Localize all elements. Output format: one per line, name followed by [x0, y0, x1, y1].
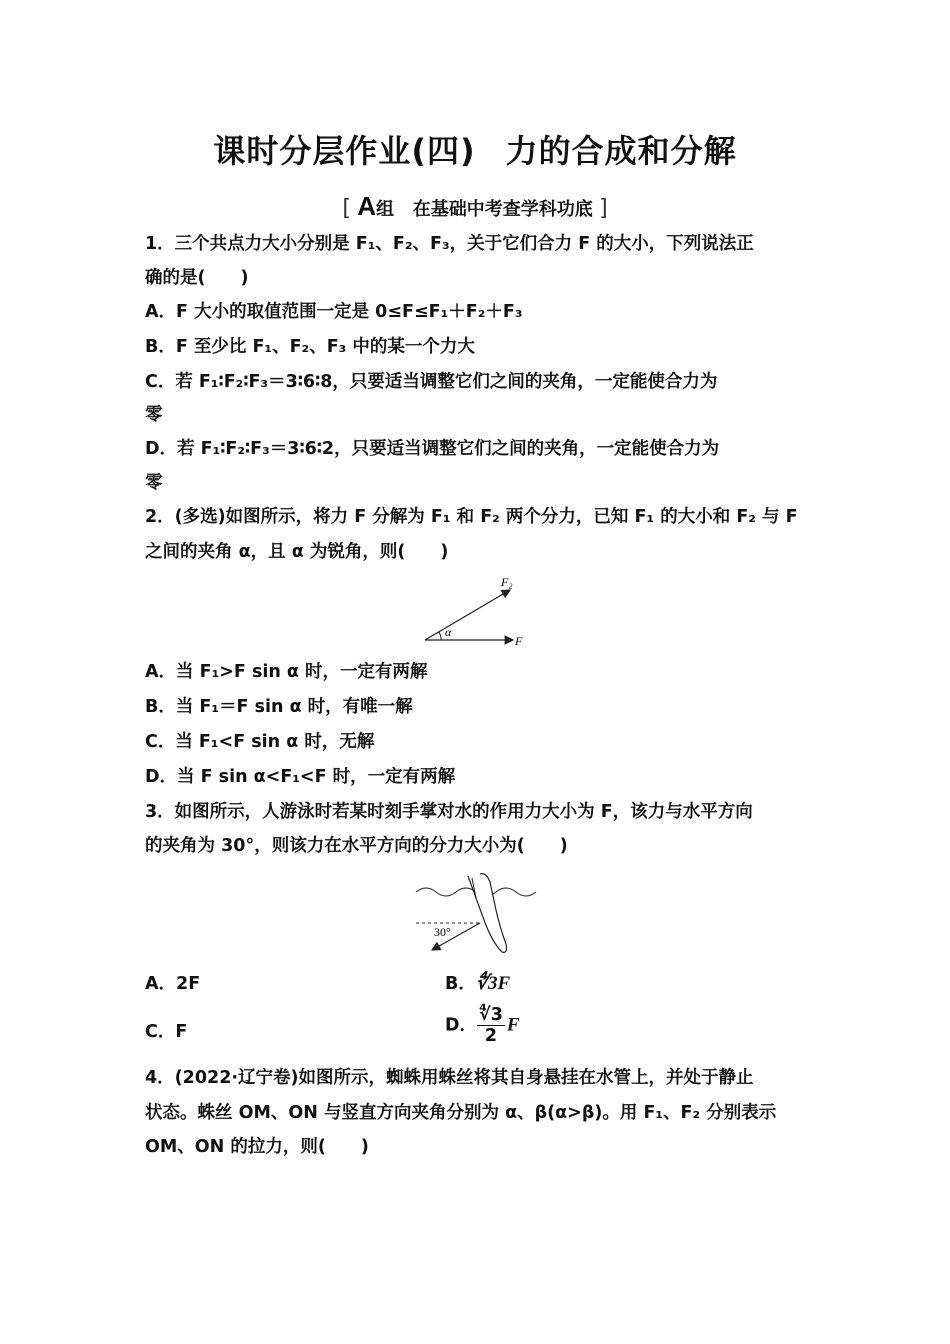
group-text: 在基础中考查学科功底 [412, 199, 593, 220]
bracket-open: [ [342, 196, 351, 221]
fraction-numerator: ∜3 [479, 1005, 503, 1025]
bracket-close: ] [599, 196, 608, 221]
q1-option-c-line2: 零 [145, 405, 163, 425]
fraction-denominator: 2 [484, 1026, 498, 1046]
q4-stem-line2: 状态。蛛丝 OM、ON 与竖直方向夹角分别为 α、β(α>β)。用 F₁、F₂ 分别表示 [145, 1103, 777, 1123]
q1-option-d-line1: D．若 F₁∶F₂∶F₃＝3∶6∶2，只要适当调整它们之间的夹角，一定能使合力为 [145, 439, 720, 459]
q3-stem-line1: 3．如图所示，人游泳时若某时刻手掌对水的作用力大小为 F，该力与水平方向 [145, 802, 753, 822]
q2-option-b: B．当 F₁＝F sin α 时，有唯一解 [145, 697, 413, 717]
q1-option-d-line2: 零 [145, 473, 163, 493]
option-b-value: ∜3F [475, 973, 511, 994]
group-label: 组 [375, 199, 394, 220]
q3-option-d [445, 1005, 520, 1046]
q1-option-a: A．F 大小的取值范围一定是 0≤F≤F₁＋F₂＋F₃ [145, 302, 523, 322]
q4-stem-line1: 4．(2022·辽宁卷)如图所示，蜘蛛用蛛丝将其自身悬挂在水管上，并处于静止 [145, 1068, 754, 1088]
q3-stem-line2: 的夹角为 30°，则该力在水平方向的分力大小为( ) [145, 836, 568, 856]
title-sub: 力的合成和分解 [505, 132, 737, 170]
option-d-tail: F [506, 1014, 520, 1036]
option-d-label: D． [445, 1015, 478, 1036]
q2-option-c: C．当 F₁<F sin α 时，无解 [145, 732, 375, 752]
label-f2: F₂ [501, 575, 513, 589]
option-d-fraction [477, 1005, 505, 1046]
q3-option-c: C．F [145, 1022, 188, 1042]
q2-option-a: A．当 F₁>F sin α 时，一定有两解 [145, 662, 428, 682]
label-alpha: α [445, 625, 452, 639]
q3-swimmer-hand-diagram [412, 870, 542, 960]
title-main: 课时分层作业(四) [213, 132, 476, 170]
group-letter: A [357, 191, 376, 221]
q1-option-c-line1: C．若 F₁∶F₂∶F₃＝3∶6∶8，只要适当调整它们之间的夹角，一定能使合力为 [145, 372, 718, 392]
q4-stem-line3: OM、ON 的拉力，则( ) [145, 1137, 369, 1157]
group-heading [0, 191, 950, 222]
page-title [0, 126, 950, 172]
q3-option-a: A．2F [145, 974, 201, 994]
angle-arc [439, 632, 441, 640]
q1-stem-line2: 确的是( ) [145, 268, 249, 288]
q2-stem-line1: 2．(多选)如图所示，将力 F 分解为 F₁ 和 F₂ 两个分力，已知 F₁ 的大小和 F₂ 与 F [145, 507, 798, 527]
angle-label: 30° [434, 925, 451, 939]
force-f2-arrow [425, 590, 510, 640]
q2-force-diagram [415, 570, 545, 654]
option-b-label: B． [445, 974, 476, 994]
q1-stem-line1: 1．三个共点力大小分别是 F₁、F₂、F₃，关于它们合力 F 的大小，下列说法正 [145, 234, 754, 254]
q2-option-d: D．当 F sin α<F₁<F 时，一定有两解 [145, 767, 456, 787]
q3-option-b [445, 972, 510, 996]
q2-stem-line2: 之间的夹角 α，且 α 为锐角，则( ) [145, 542, 449, 562]
q1-option-b: B．F 至少比 F₁、F₂、F₃ 中的某一个力大 [145, 337, 475, 357]
label-f: F [515, 634, 523, 648]
